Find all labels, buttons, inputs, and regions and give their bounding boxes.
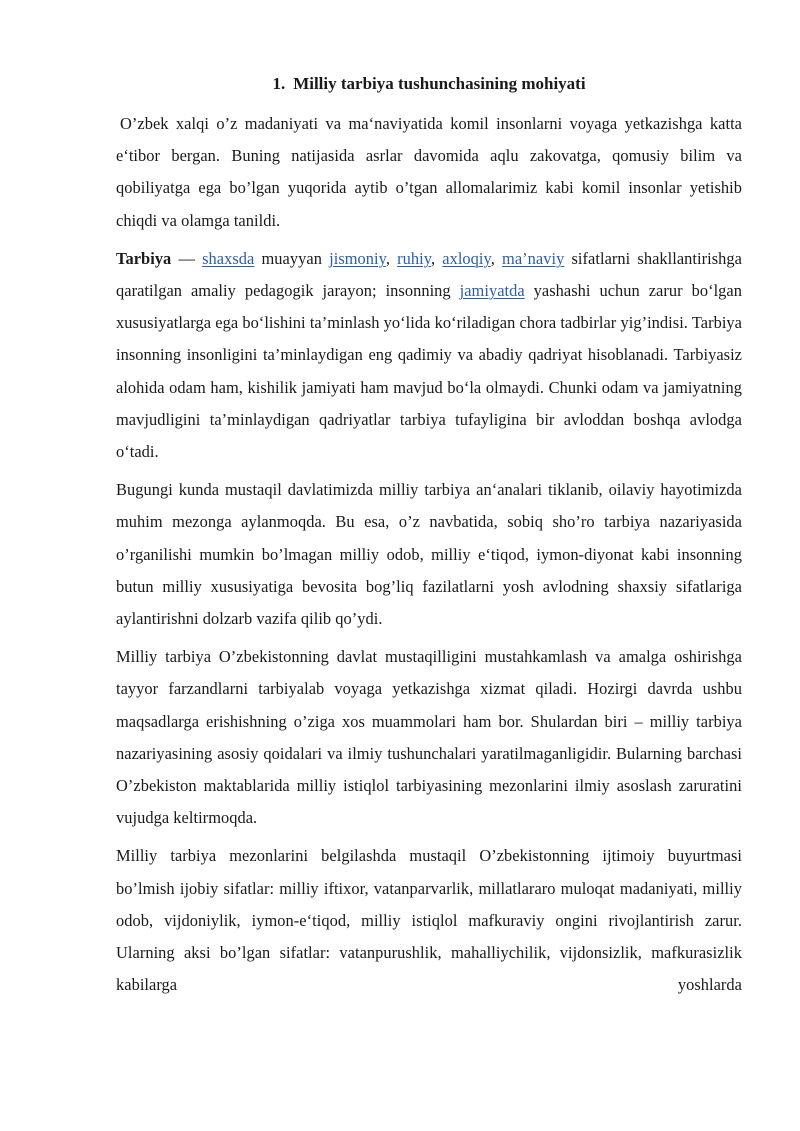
link-manaviy[interactable]: ma’naviy <box>502 248 565 268</box>
definition-text-3: yashashi uchun zarur bo‘lgan xususiyatlarga ega bo‘lishini ta’minlash yo‘lida ko‘riladigan chora tadbirlar yig’indisi. Tarbiya insonning insonligini ta’minlaydigan eng qadimiy va abadiy qadriyat hisoblanadi. Tarbiyasiz alohida odam ham, kishilik jamiyati ham mavjud bo‘la olmaydi. Chunki odam va jamiyatning mavjudligini ta’minlaydigan qadriyatlar tarbiya tufayligina bir avloddan boshqa avlodga o‘tadi. <box>116 281 742 462</box>
heading-title: Milliy tarbiya tushunchasining mohiyati <box>293 74 586 93</box>
link-shaxsda[interactable]: shaxsda <box>202 248 255 268</box>
paragraph-national-upbringing: Milliy tarbiya O’zbekistonning davlat mustaqilligini mustahkamlash va amalga oshirishga tayyor farzandlarni tarbiyalab voyaga yetkazishga xizmat qiladi. Hozirgi davrda ushbu maqsadlarga erishishning o’ziga xos muammolari ham bor. Shulardan biri – milliy tarbiya nazariyasining asosiy qoidalari va ilmiy tushunchalari yaratilmaganligidir. Bularning barchasi O’zbekiston maktablarida milliy istiqlol tarbiyasining mezonlarini ilmiy asoslash zaruratini vujudga keltirmoqda. <box>116 647 742 828</box>
definition-text-1: muayyan <box>254 248 330 268</box>
term-tarbiya: Tarbiya <box>116 248 172 268</box>
document-page <box>116 72 742 1001</box>
separator-2: , <box>430 248 443 268</box>
link-ruhiy[interactable]: ruhiy <box>397 248 431 268</box>
definition-text-2: sifatlarni shakllantirishga qaratilgan amaliy pedagogik jarayon; insonning <box>116 248 742 301</box>
paragraph-intro-text: O’zbek xalqi o’z madaniyati va ma‘naviyatida komil insonlarni voyaga yetkazishga katta e‘tibor bergan. Buning natijasida asrlar davomida aqlu zakovatga, qomusiy bilim va qobiliyatga ega bo’lgan yuqorida aytib o’tgan allomalarimiz kabi komil insonlar yetishib chiqdi va olamga tanildi. <box>116 114 742 230</box>
paragraph-current-day: Bugungi kunda mustaqil davlatimizda milliy tarbiya an‘analari tiklanib, oilaviy hayotimizda muhim mezonga aylanmoqda. Bu esa, o’z navbatida, sobiq sho’ro tarbiya nazariyasida o’rganilishi mumkin bo’lmagan milliy odob, milliy e‘tiqod, iymon-diyonat kabi insonning butun milliy xususiyatiga bevosita bog’liq fazilatlarni yosh avlodning shaxsiy sifatlariga aylantirishni dolzarb vazifa qilib qo’ydi. <box>116 480 742 629</box>
separator-1: , <box>385 248 398 268</box>
heading-number: 1. <box>272 74 286 93</box>
link-jismoniy[interactable]: jismoniy <box>329 248 386 268</box>
section-heading <box>116 72 742 96</box>
paragraph-tarbiya-definition <box>116 243 742 468</box>
link-jamiyatda[interactable]: jamiyatda <box>459 281 525 301</box>
definition-dash: — <box>171 248 203 268</box>
link-axloqiy[interactable]: axloqiy <box>442 248 491 268</box>
paragraph-intro <box>116 108 742 237</box>
separator-3: , <box>490 248 503 268</box>
paragraph-criteria: Milliy tarbiya mezonlarini belgilashda mustaqil O’zbekistonning ijtimoiy buyurtmasi bo’lmish ijobiy sifatlar: milliy iftixor, vatanparvarlik, millatlararo muloqat madaniyati, milliy odob, vijdoniylik, iymon-e‘tiqod, milliy istiqlol mafkuraviy ongini rivojlantirish zarur. Ularning aksi bo’lgan sifatlar: vatanpurushlik, mahalliychilik, vijdonsizlik, mafkurasizlik kabilarga yoshlarda <box>116 846 742 995</box>
